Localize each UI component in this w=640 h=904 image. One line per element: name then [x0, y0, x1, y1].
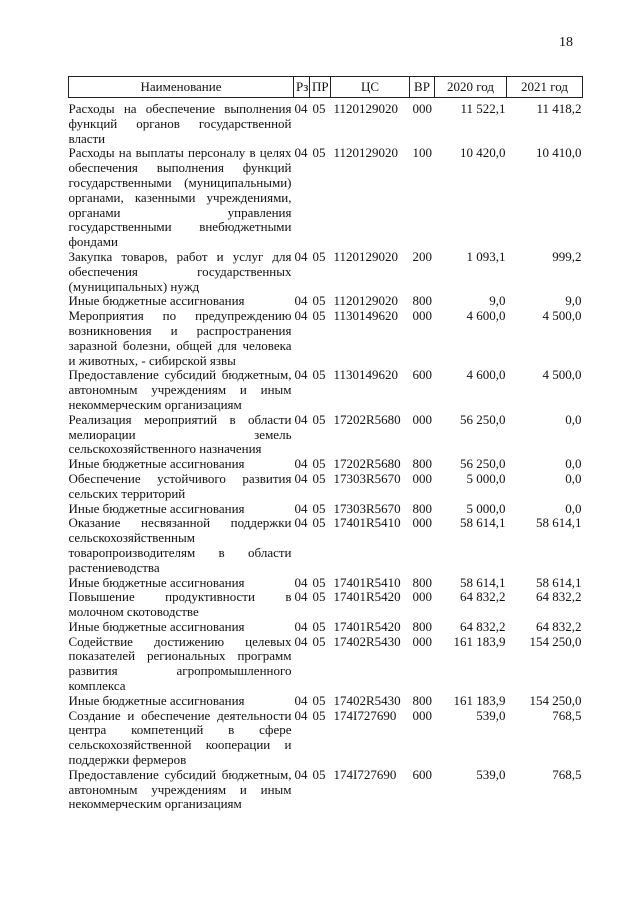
row-vr: 800	[412, 500, 432, 516]
row-cs: 1120129020	[333, 101, 399, 116]
row-pr: 05	[312, 692, 326, 708]
row-2020: 10 420,0	[460, 145, 506, 161]
row-2021: 154 250,0	[529, 692, 582, 708]
row-cs: 17402R5430	[333, 692, 401, 708]
row-name: Обеспечение устойчивого развития сельских территорий	[68, 470, 292, 501]
row-2021: 768,5	[552, 707, 582, 723]
row-pr: 05	[312, 101, 326, 116]
table-row	[69, 368, 583, 412]
budget-table	[68, 76, 583, 812]
row-cs: 17401R5420	[333, 589, 401, 605]
row-pr: 05	[312, 574, 326, 590]
row-rz: 04	[294, 248, 308, 264]
row-vr: 600	[412, 367, 432, 383]
row-vr: 000	[412, 707, 432, 723]
row-2021: 0,0	[565, 500, 582, 516]
table-row	[69, 516, 583, 575]
row-cs: 1130149620	[333, 308, 399, 324]
row-vr: 000	[412, 411, 432, 427]
row-name: Расходы на обеспечение выполнения функций органов государственной власти	[68, 101, 292, 146]
table-row	[69, 590, 583, 620]
row-2021: 9,0	[565, 293, 582, 309]
row-rz: 04	[294, 618, 308, 634]
row-name: Иные бюджетные ассигнования	[68, 618, 245, 634]
table-body	[69, 98, 583, 813]
row-rz: 04	[294, 500, 308, 516]
row-rz: 04	[294, 101, 308, 116]
row-pr: 05	[312, 308, 326, 324]
table-row	[69, 309, 583, 368]
row-vr: 000	[412, 515, 432, 531]
header-rz: Рз	[294, 77, 310, 98]
row-cs: 17202R5680	[333, 411, 401, 427]
row-2021: 4 500,0	[542, 308, 582, 324]
header-name: Наименование	[69, 77, 294, 98]
table-row	[69, 576, 583, 591]
page-number: 18	[559, 35, 573, 50]
row-name: Предоставление субсидий бюджетным, автономным учреждениям и иным некоммерческим организациям	[68, 766, 292, 812]
row-rz: 04	[294, 692, 308, 708]
row-2020: 9,0	[489, 293, 506, 309]
row-2021: 154 250,0	[529, 633, 582, 649]
header-2020: 2020 год	[435, 77, 507, 98]
row-pr: 05	[312, 248, 326, 264]
row-pr: 05	[312, 633, 326, 649]
row-vr: 100	[412, 145, 432, 161]
row-rz: 04	[294, 589, 308, 605]
row-vr: 000	[412, 308, 432, 324]
row-pr: 05	[312, 293, 326, 309]
row-2021: 10 410,0	[536, 145, 582, 161]
row-2021: 58 614,1	[536, 574, 582, 590]
row-rz: 04	[294, 707, 308, 723]
table-row	[69, 635, 583, 694]
row-name: Иные бюджетные ассигнования	[68, 456, 245, 472]
row-vr: 800	[412, 692, 432, 708]
table-row	[69, 98, 583, 147]
row-pr: 05	[312, 515, 326, 531]
row-2020: 539,0	[476, 707, 506, 723]
row-cs: 17303R5670	[333, 500, 401, 516]
row-rz: 04	[294, 766, 308, 782]
table-row	[69, 694, 583, 709]
row-pr: 05	[312, 411, 326, 427]
row-rz: 04	[294, 145, 308, 161]
header-vr: ВР	[410, 77, 435, 98]
row-name: Закупка товаров, работ и услуг для обеспечения государственных (муниципальных) нужд	[68, 248, 292, 294]
row-2020: 58 614,1	[460, 574, 506, 590]
row-vr: 800	[412, 618, 432, 634]
header-2021: 2021 год	[507, 77, 583, 98]
row-pr: 05	[312, 470, 326, 486]
row-pr: 05	[312, 766, 326, 782]
row-2021: 64 832,2	[536, 618, 582, 634]
row-vr: 800	[412, 574, 432, 590]
header-pr: ПР	[310, 77, 331, 98]
row-2020: 58 614,1	[460, 515, 506, 531]
row-2020: 56 250,0	[460, 411, 506, 427]
table-row	[69, 294, 583, 309]
row-pr: 05	[312, 456, 326, 472]
row-2021: 58 614,1	[536, 515, 582, 531]
row-pr: 05	[312, 707, 326, 723]
row-vr: 200	[412, 248, 432, 264]
row-vr: 600	[412, 766, 432, 782]
row-rz: 04	[294, 308, 308, 324]
row-2021: 11 418,2	[536, 101, 582, 116]
row-2021: 64 832,2	[536, 589, 582, 605]
row-vr: 000	[412, 101, 432, 116]
row-2020: 161 183,9	[453, 633, 506, 649]
row-cs: 17202R5680	[333, 456, 401, 472]
row-cs: 1120129020	[333, 248, 399, 264]
row-2020: 56 250,0	[460, 456, 506, 472]
row-cs: 1120129020	[333, 145, 399, 161]
row-cs: 17303R5670	[333, 470, 401, 486]
row-pr: 05	[312, 145, 326, 161]
row-rz: 04	[294, 456, 308, 472]
table-row	[69, 146, 583, 250]
row-name: Создание и обеспечение деятельности центра компетенций в сфере сельскохозяйственной кооперации и поддержки фермеров	[68, 707, 292, 768]
row-pr: 05	[312, 500, 326, 516]
row-name: Иные бюджетные ассигнования	[68, 500, 245, 516]
row-vr: 000	[412, 633, 432, 649]
row-cs: 174I727690	[333, 766, 397, 782]
row-2021: 999,2	[552, 248, 582, 264]
row-rz: 04	[294, 470, 308, 486]
row-2021: 0,0	[565, 456, 582, 472]
row-pr: 05	[312, 618, 326, 634]
row-name: Иные бюджетные ассигнования	[68, 574, 245, 590]
row-pr: 05	[312, 367, 326, 383]
row-name: Повышение продуктивности в молочном скотоводстве	[68, 589, 292, 620]
table-row	[69, 472, 583, 502]
row-2020: 5 000,0	[466, 470, 506, 486]
row-vr: 000	[412, 589, 432, 605]
row-name: Мероприятия по предупреждению возникновения и распространения заразной болезни, общей для человека и животных, - сибирской язвы	[68, 308, 292, 368]
row-cs: 1120129020	[333, 293, 399, 309]
row-rz: 04	[294, 515, 308, 531]
table-row	[69, 457, 583, 472]
row-2021: 0,0	[565, 470, 582, 486]
table-row	[69, 620, 583, 635]
row-2020: 4 600,0	[466, 367, 506, 383]
row-2020: 4 600,0	[466, 308, 506, 324]
row-vr: 800	[412, 293, 432, 309]
table-row	[69, 250, 583, 294]
row-cs: 17402R5430	[333, 633, 401, 649]
row-name: Реализация мероприятий в области мелиорации земель сельскохозяйственного назначения	[68, 411, 292, 457]
table-row	[69, 413, 583, 457]
table-row	[69, 709, 583, 768]
row-name: Оказание несвязанной поддержки сельскохозяйственным товаропроизводителям в области растениеводства	[68, 515, 292, 575]
row-cs: 17401R5420	[333, 618, 401, 634]
row-2020: 1 093,1	[466, 248, 506, 264]
row-vr: 800	[412, 456, 432, 472]
row-2021: 0,0	[565, 411, 582, 427]
row-2020: 161 183,9	[453, 692, 506, 708]
row-rz: 04	[294, 411, 308, 427]
header-cs: ЦС	[331, 77, 410, 98]
row-2020: 11 522,1	[460, 101, 506, 116]
row-rz: 04	[294, 367, 308, 383]
row-2020: 64 832,2	[460, 589, 506, 605]
table-header	[69, 77, 583, 98]
row-2021: 768,5	[552, 766, 582, 782]
row-cs: 1130149620	[333, 367, 399, 383]
row-name: Содействие достижению целевых показателей региональных программ развития агропромышленного комплекса	[68, 633, 292, 694]
row-2020: 64 832,2	[460, 618, 506, 634]
row-name: Иные бюджетные ассигнования	[68, 293, 245, 309]
row-rz: 04	[294, 293, 308, 309]
row-vr: 000	[412, 470, 432, 486]
row-rz: 04	[294, 633, 308, 649]
row-2020: 539,0	[476, 766, 506, 782]
row-pr: 05	[312, 589, 326, 605]
table-row	[69, 502, 583, 517]
row-name: Иные бюджетные ассигнования	[68, 692, 245, 708]
row-cs: 174I727690	[333, 707, 397, 723]
table-row	[69, 768, 583, 812]
row-name: Расходы на выплаты персоналу в целях обеспечения выполнения функций государственными (муниципальными) органами, казенными учреждениями, органами управления государственными внебюджетными фондами	[68, 145, 292, 250]
row-rz: 04	[294, 574, 308, 590]
row-cs: 17401R5410	[333, 515, 401, 531]
row-2021: 4 500,0	[542, 367, 582, 383]
row-2020: 5 000,0	[466, 500, 506, 516]
row-name: Предоставление субсидий бюджетным, автономным учреждениям и иным некоммерческим организациям	[68, 367, 292, 412]
row-cs: 17401R5410	[333, 574, 401, 590]
